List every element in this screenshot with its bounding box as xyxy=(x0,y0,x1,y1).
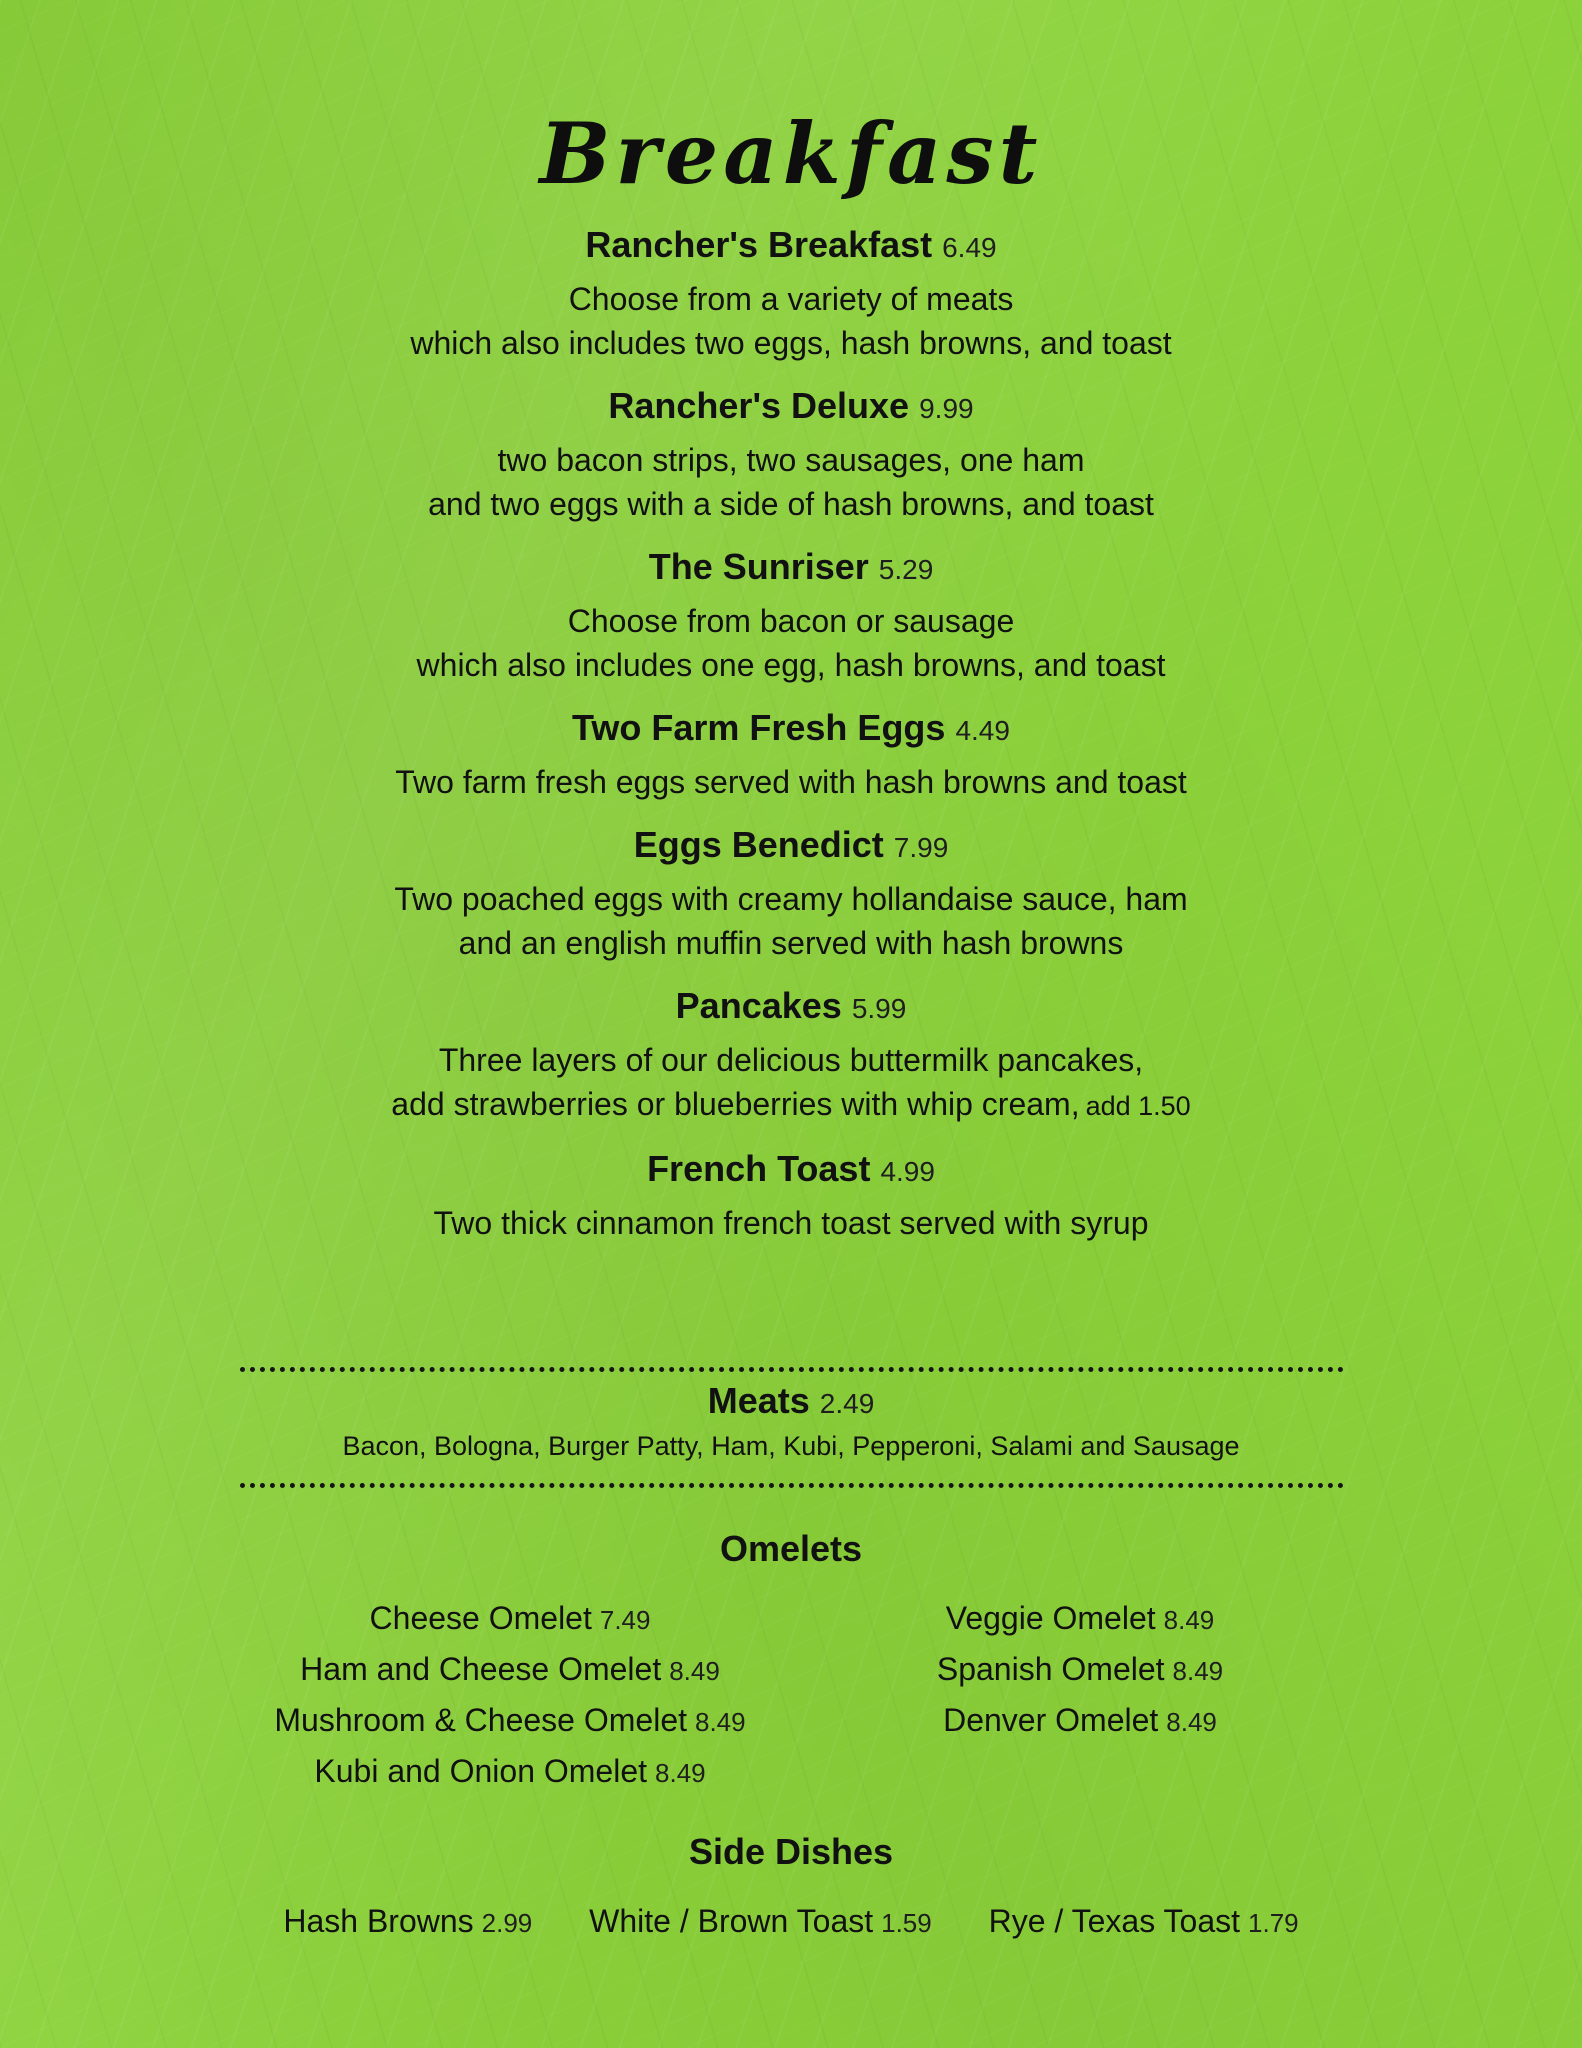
omelet-price: 8.49 xyxy=(695,1707,746,1737)
omelet-name: Denver Omelet xyxy=(943,1702,1159,1738)
item-description-line: Choose from a variety of meats xyxy=(568,281,1014,317)
menu-item xyxy=(0,1146,1582,1245)
meats-section xyxy=(0,1378,1582,1465)
item-header xyxy=(0,822,1582,871)
side-dishes-title: Side Dishes xyxy=(688,1831,894,1872)
omelet-price: 8.49 xyxy=(669,1656,720,1686)
omelet-name: Cheese Omelet xyxy=(369,1600,592,1636)
item-description-line: Three layers of our delicious buttermilk pancakes, xyxy=(438,1042,1144,1078)
item-description-line: which also includes two eggs, hash browns, and toast xyxy=(410,325,1172,361)
item-description-line: Choose from bacon or sausage xyxy=(567,603,1015,639)
omelet-name: Veggie Omelet xyxy=(945,1600,1156,1636)
side-dishes-row xyxy=(0,1898,1582,1946)
item-name: Rancher's Deluxe xyxy=(608,385,910,426)
omelet-name: Kubi and Onion Omelet xyxy=(314,1753,648,1789)
item-header xyxy=(0,1146,1582,1195)
omelet-item xyxy=(230,1645,790,1696)
item-price: 9.99 xyxy=(919,393,974,424)
side-dish-price: 1.79 xyxy=(1248,1908,1299,1938)
omelet-price: 8.49 xyxy=(1163,1605,1215,1635)
menu-title: Breakfast xyxy=(539,104,1043,204)
omelet-price: 7.49 xyxy=(599,1605,651,1635)
item-price: 6.49 xyxy=(942,232,997,263)
item-price: 5.99 xyxy=(851,993,907,1024)
item-addon-price: add 1.50 xyxy=(1085,1091,1191,1121)
omelet-price: 8.49 xyxy=(1166,1707,1217,1737)
item-description-line: which also includes one egg, hash browns, and toast xyxy=(416,647,1166,683)
omelet-price: 8.49 xyxy=(655,1758,706,1788)
item-description-text: add strawberries or blueberries with whip cream, xyxy=(391,1086,1080,1122)
meats-header xyxy=(0,1378,1582,1427)
omelet-item xyxy=(230,1747,790,1798)
item-description-line xyxy=(0,1082,1582,1128)
side-dish-item xyxy=(989,1898,1299,1946)
item-name: Rancher's Breakfast xyxy=(585,224,933,265)
omelet-price: 8.49 xyxy=(1172,1656,1224,1686)
omelets-right-column xyxy=(800,1594,1360,1747)
side-dish-price: 2.99 xyxy=(481,1908,533,1938)
meats-list: Bacon, Bologna, Burger Patty, Ham, Kubi, Pepperoni, Salami and Sausage xyxy=(342,1431,1240,1461)
menu-item xyxy=(0,822,1582,965)
side-dish-name: Rye / Texas Toast xyxy=(988,1903,1241,1939)
meats-price: 2.49 xyxy=(819,1388,875,1419)
item-header xyxy=(0,222,1582,271)
item-price: 4.99 xyxy=(880,1156,935,1187)
item-description-line: and an english muffin served with hash browns xyxy=(458,925,1124,961)
menu-item xyxy=(0,705,1582,804)
item-name: Pancakes xyxy=(675,985,842,1026)
menu-item xyxy=(0,222,1582,365)
item-header xyxy=(0,705,1582,754)
omelet-item xyxy=(230,1696,790,1747)
item-name: Eggs Benedict xyxy=(633,824,884,865)
omelets-title: Omelets xyxy=(719,1528,863,1569)
side-dish-name: White / Brown Toast xyxy=(589,1903,874,1939)
side-dish-price: 1.59 xyxy=(881,1908,932,1938)
side-dish-item xyxy=(283,1898,532,1946)
item-name: Two Farm Fresh Eggs xyxy=(572,707,946,748)
omelet-item xyxy=(800,1594,1360,1645)
omelet-item xyxy=(230,1594,790,1645)
meats-name: Meats xyxy=(707,1380,810,1421)
side-dish-item xyxy=(589,1898,932,1946)
omelet-name: Spanish Omelet xyxy=(936,1651,1165,1687)
item-price: 4.49 xyxy=(955,715,1010,746)
omelet-item xyxy=(800,1696,1360,1747)
menu-item xyxy=(0,983,1582,1128)
menu-item xyxy=(0,383,1582,526)
item-name: French Toast xyxy=(647,1148,871,1189)
dotted-divider xyxy=(240,1483,1344,1488)
item-description-line: Two farm fresh eggs served with hash browns and toast xyxy=(395,764,1187,800)
omelet-item xyxy=(800,1645,1360,1696)
item-description-line: two bacon strips, two sausages, one ham xyxy=(497,442,1085,478)
item-header xyxy=(0,983,1582,1032)
menu-item xyxy=(0,544,1582,687)
item-price: 5.29 xyxy=(878,554,934,585)
item-description-line: Two thick cinnamon french toast served with syrup xyxy=(433,1205,1149,1241)
item-description-line: and two eggs with a side of hash browns, and toast xyxy=(428,486,1154,522)
omelet-name: Ham and Cheese Omelet xyxy=(300,1651,662,1687)
item-header xyxy=(0,383,1582,432)
side-dish-name: Hash Browns xyxy=(283,1903,474,1939)
item-description-line: Two poached eggs with creamy hollandaise sauce, ham xyxy=(394,881,1188,917)
item-name: The Sunriser xyxy=(648,546,869,587)
item-price: 7.99 xyxy=(893,832,949,863)
dotted-divider xyxy=(240,1367,1344,1372)
breakfast-items xyxy=(0,222,1582,1263)
item-header xyxy=(0,544,1582,593)
omelet-name: Mushroom & Cheese Omelet xyxy=(274,1702,687,1738)
omelets-left-column xyxy=(230,1594,790,1798)
